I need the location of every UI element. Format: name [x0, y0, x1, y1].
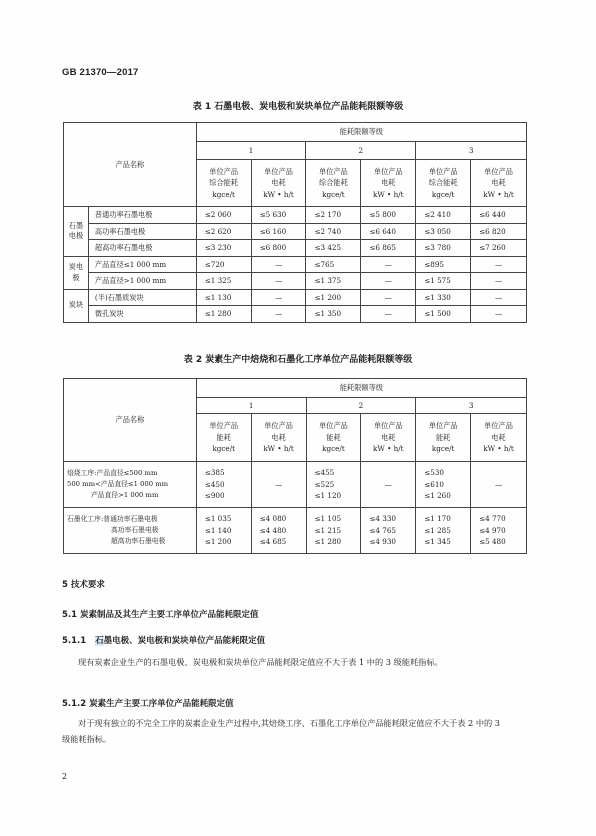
table2-electric-header-line: 单位产品: [373, 421, 403, 431]
table2-graphitizing-l2c-line: ≤1 280: [314, 537, 342, 547]
table1-cell: ≤765: [306, 256, 361, 273]
table1-cell: ≤5 800: [361, 207, 416, 224]
table1-cell: —: [251, 289, 306, 306]
table2-graphitizing-l2e-line: ≤4 330: [369, 514, 396, 524]
table1-row-label: (半)石墨质炭块: [88, 289, 196, 306]
table1-cell: —: [361, 256, 416, 273]
table1: [63, 122, 527, 323]
table2-electric-header-line: 单位产品: [264, 421, 293, 431]
table1-row-label: 微孔炭块: [88, 306, 196, 323]
table2-group-title: 能耗限额等级: [196, 379, 526, 398]
table1-comprehensive-header-line: kgce/t: [431, 189, 455, 199]
section-5-1-2-heading: 5.1.2 炭素生产主要工序单位产品能耗限定值: [62, 699, 234, 709]
table2-graphitizing-label-line: 石墨化工序:普通功率石墨电极: [67, 515, 158, 524]
table2-graphitizing-l1c-line: ≤1 140: [204, 525, 232, 535]
table2-electric-header-line: kW • h/t: [263, 444, 294, 454]
table1-group-title: 能耗限额等级: [196, 123, 526, 142]
table1-cell: ≤2 740: [306, 223, 361, 240]
table1-electric-header-line: 单位产品: [484, 166, 513, 176]
table2-comprehensive-header: [196, 414, 251, 462]
table1-cell: ≤6 640: [361, 223, 416, 240]
table1-cell: —: [361, 273, 416, 290]
table1-electric-header-line: 单位产品: [264, 166, 293, 176]
table1-comprehensive-header-line: 单位产品: [428, 166, 458, 176]
table1-cell: ≤6 440: [471, 207, 527, 224]
table-row: [64, 240, 527, 257]
section-5-1-heading: 5.1 炭素制品及其生产主要工序单位产品能耗限定值: [62, 610, 259, 620]
table1-group-name: 炭块: [64, 289, 89, 322]
table1-comprehensive-header-line: 综合能耗: [428, 178, 458, 188]
table1-electric-header-line: 单位产品: [373, 166, 403, 176]
table-row: [64, 273, 527, 290]
table1-comprehensive-header: [306, 160, 361, 207]
table1-cell: ≤6 160: [251, 223, 306, 240]
table2-comprehensive-header-line: 单位产品: [319, 421, 348, 431]
table1-cell: —: [361, 306, 416, 323]
section-5-1-1-heading: [62, 634, 265, 646]
table1-electric-header: [471, 160, 527, 207]
table1-comprehensive-header-line: 综合能耗: [209, 178, 239, 188]
table-row: [64, 508, 527, 554]
table1-cell: ≤1 200: [306, 289, 361, 306]
table1-electric-header-line: kW • h/t: [263, 189, 294, 199]
table1-cell: ≤2 410: [416, 207, 471, 224]
table2-level-header: 2: [306, 398, 416, 414]
table2-graphitizing-l1e-line: ≤4 685: [259, 537, 287, 547]
table1-cell: —: [251, 306, 306, 323]
table1-comprehensive-header: [416, 160, 471, 207]
table2-comprehensive-header-line: kgce/t: [431, 444, 455, 454]
table2-baking-label-line: 产品直径>1 000 mm: [91, 490, 159, 499]
table2-baking-label-line: 500 mm<产品直径≤1 000 mm: [67, 480, 169, 489]
document-id: GB 21370—2017: [62, 67, 139, 78]
table2-graphitizing-l2c-line: ≤1 105: [314, 514, 342, 524]
table1-cell: ≤2 170: [306, 207, 361, 224]
table1-electric-header-line: kW • h/t: [373, 189, 404, 199]
table2-graphitizing-label-line: 超高功率石墨电极: [111, 536, 166, 545]
table2-baking-level2-line: ≤455: [314, 468, 335, 478]
table-row: [64, 289, 527, 306]
table1-caption: 表 1 石墨电极、炭电极和炭块单位产品能耗限额等级: [192, 102, 404, 112]
table2-graphitizing-label-line: 高功率石墨电极: [111, 526, 159, 535]
table2-baking-level3-line: ≤1 260: [424, 491, 451, 501]
table1-row-label: 普通功率石墨电极: [88, 207, 196, 224]
table1-cell: ≤2 620: [196, 223, 251, 240]
table2-graphitizing-l2e-line: ≤4 930: [369, 537, 396, 547]
table2-baking-label-line: 焙烧工序:产品直径≤500 mm: [67, 469, 158, 478]
table2-caption: 表 2 炭素生产中焙烧和石墨化工序单位产品能耗限额等级: [183, 355, 413, 365]
table2-baking-level1: [196, 462, 251, 508]
table1-cell: —: [361, 289, 416, 306]
text-selection-highlight: 石: [95, 636, 104, 646]
table2-graphitizing-l2c: [306, 508, 361, 554]
table2-comprehensive-header-line: kgce/t: [322, 444, 345, 454]
table2-comprehensive-header-line: 能耗: [216, 432, 231, 442]
table2-electric-header-line: kW • h/t: [483, 444, 514, 454]
table1-cell: ≤720: [196, 256, 251, 273]
table2-graphitizing-l1c: [196, 508, 251, 554]
table2-graphitizing-l3c-line: ≤1 345: [424, 537, 451, 547]
table1-cell: ≤3 425: [306, 240, 361, 257]
table1-cell: ≤3 230: [196, 240, 251, 257]
table2-graphitizing-l2e-line: ≤4 765: [369, 525, 396, 535]
table1-cell: ≤1 375: [306, 273, 361, 290]
table1-cell: ≤1 350: [306, 306, 361, 323]
table2-electric-header-line: 单位产品: [484, 421, 513, 431]
table1-cell: ≤1 330: [416, 289, 471, 306]
section-5-heading: 5 技术要求: [62, 580, 105, 590]
table-row: [64, 256, 527, 273]
table2-comprehensive-header: [306, 414, 361, 462]
table1-comprehensive-header-line: 单位产品: [319, 166, 348, 176]
table2-electric-header-line: 电耗: [271, 432, 286, 442]
table1-cell: ≤2 060: [196, 207, 251, 224]
table2-graphitizing-l3e-line: ≤4 770: [479, 514, 506, 524]
table2-baking-level1-line: ≤900: [204, 491, 225, 501]
table1-cell: —: [471, 289, 527, 306]
page-number: 2: [62, 772, 68, 781]
table1-row-label: 产品直径≤1 000 mm: [88, 256, 196, 273]
table2-electric-header: [251, 414, 306, 462]
table1-product-name-header: 产品名称: [64, 123, 197, 207]
table2-baking-label: [64, 462, 197, 508]
table2-graphitizing-l1e: [251, 508, 306, 554]
table1-cell: ≤1 500: [416, 306, 471, 323]
table2-graphitizing-l3c: [416, 508, 471, 554]
table1-electric-header-line: kW • h/t: [483, 189, 514, 199]
table1-cell: ≤5 630: [251, 207, 306, 224]
table1-cell: —: [471, 273, 527, 290]
table1-level-header: 1: [196, 142, 306, 160]
table2-baking-level2-line: ≤525: [314, 479, 335, 489]
table2-baking-level3: [416, 462, 471, 508]
table2-graphitizing-l1e-line: ≤4 080: [259, 514, 287, 524]
table2-cell: —: [471, 462, 527, 508]
table2-comprehensive-header-line: 能耗: [435, 432, 451, 442]
table1-comprehensive-header-line: 单位产品: [209, 166, 239, 176]
table1-electric-header-line: 电耗: [271, 178, 286, 188]
section-5-1-1-title: 墨电极、炭电极和炭块单位产品能耗限定值: [103, 636, 266, 646]
table2-baking-level2: [306, 462, 361, 508]
table1-cell: ≤895: [416, 256, 471, 273]
table2-cell: —: [251, 462, 306, 508]
table1-cell: —: [471, 256, 527, 273]
table1-row-label: 产品直径>1 000 mm: [88, 273, 196, 290]
table1-cell: —: [251, 256, 306, 273]
table2-graphitizing-l3e-line: ≤5 480: [479, 537, 506, 547]
table1-row-label: 超高功率石墨电极: [88, 240, 196, 257]
table1-row-label: 高功率石墨电极: [88, 223, 196, 240]
table2-electric-header-line: 电耗: [381, 432, 396, 442]
table2-baking-level1-line: ≤385: [204, 468, 225, 478]
table2-comprehensive-header: [416, 414, 471, 462]
table1-cell: ≤7 260: [471, 240, 527, 257]
table2-baking-level2-line: ≤1 120: [314, 491, 342, 501]
table1-cell: ≤1 130: [196, 289, 251, 306]
table2-graphitizing-l3e-line: ≤4 970: [479, 525, 506, 535]
table2-baking-level3-line: ≤530: [424, 468, 444, 478]
table2-graphitizing-l1e-line: ≤4 480: [259, 525, 287, 535]
table1-comprehensive-header-line: kgce/t: [212, 189, 235, 199]
table1-cell: ≤6 820: [471, 223, 527, 240]
table2-electric-header: [361, 414, 416, 462]
table-row: [64, 462, 527, 508]
table1-cell: ≤6 865: [361, 240, 416, 257]
section-5-1-1-number: 5.1.1: [62, 636, 87, 646]
table2-electric-header-line: 电耗: [491, 432, 506, 442]
table2-comprehensive-header-line: 单位产品: [428, 421, 458, 431]
table1-electric-header-line: 电耗: [491, 178, 506, 188]
paragraph-5-1-2: 对于现有独立的不完全工序的炭素企业生产过程中,其焙烧工序、石墨化工序单位产品能耗限定值应不大于表 2 中的 3 级能耗指标。: [62, 718, 501, 744]
table-row: [64, 207, 527, 224]
table1-comprehensive-header-line: 综合能耗: [319, 178, 348, 188]
table1-cell: ≤1 280: [196, 306, 251, 323]
table2-baking-level1-line: ≤450: [204, 479, 225, 489]
table1-electric-header: [361, 160, 416, 207]
table2-electric-header: [471, 414, 527, 462]
table1-comprehensive-header-line: kgce/t: [322, 189, 345, 199]
table2-comprehensive-header-line: kgce/t: [212, 444, 235, 454]
table2-comprehensive-header-line: 能耗: [326, 432, 341, 442]
table2-comprehensive-header-line: 单位产品: [209, 421, 239, 431]
table2: [63, 378, 527, 554]
table1-electric-header: [251, 160, 306, 207]
table1-level-header: 2: [306, 142, 416, 160]
paragraph-5-1-1: 现有炭素企业生产的石墨电极、炭电极和炭块单位产品能耗限定值应不大于表 1 中的 3 级能耗指标。: [78, 657, 443, 667]
table2-graphitizing-l3c-line: ≤1 170: [424, 514, 451, 524]
table1-cell: ≤6 800: [251, 240, 306, 257]
table2-graphitizing-l2c-line: ≤1 215: [314, 525, 342, 535]
table2-graphitizing-l1c-line: ≤1 035: [204, 514, 232, 524]
table2-level-header: 3: [416, 398, 527, 414]
table1-group-name: 石墨电极: [64, 207, 89, 257]
table2-level-header: 1: [196, 398, 306, 414]
table2-graphitizing-l2e: [361, 508, 416, 554]
table2-cell: —: [361, 462, 416, 508]
table1-level-header: 3: [416, 142, 527, 160]
table1-group-name: 炭电极: [64, 256, 89, 289]
table1-comprehensive-header: [196, 160, 251, 207]
table2-graphitizing-l3c-line: ≤1 285: [424, 525, 451, 535]
table2-electric-header-line: kW • h/t: [373, 444, 404, 454]
table1-cell: ≤1 575: [416, 273, 471, 290]
table1-cell: —: [471, 306, 527, 323]
table-row: [64, 306, 527, 323]
table1-electric-header-line: 电耗: [381, 178, 396, 188]
table1-cell: ≤1 325: [196, 273, 251, 290]
table2-baking-level3-line: ≤610: [424, 479, 444, 489]
table2-product-name-header: 产品名称: [64, 379, 197, 462]
table2-graphitizing-l1c-line: ≤1 200: [204, 537, 232, 547]
table1-cell: ≤3 780: [416, 240, 471, 257]
table-row: [64, 223, 527, 240]
table1-cell: ≤3 050: [416, 223, 471, 240]
table1-cell: —: [251, 273, 306, 290]
table2-graphitizing-label: [64, 508, 197, 554]
table2-graphitizing-l3e: [471, 508, 527, 554]
